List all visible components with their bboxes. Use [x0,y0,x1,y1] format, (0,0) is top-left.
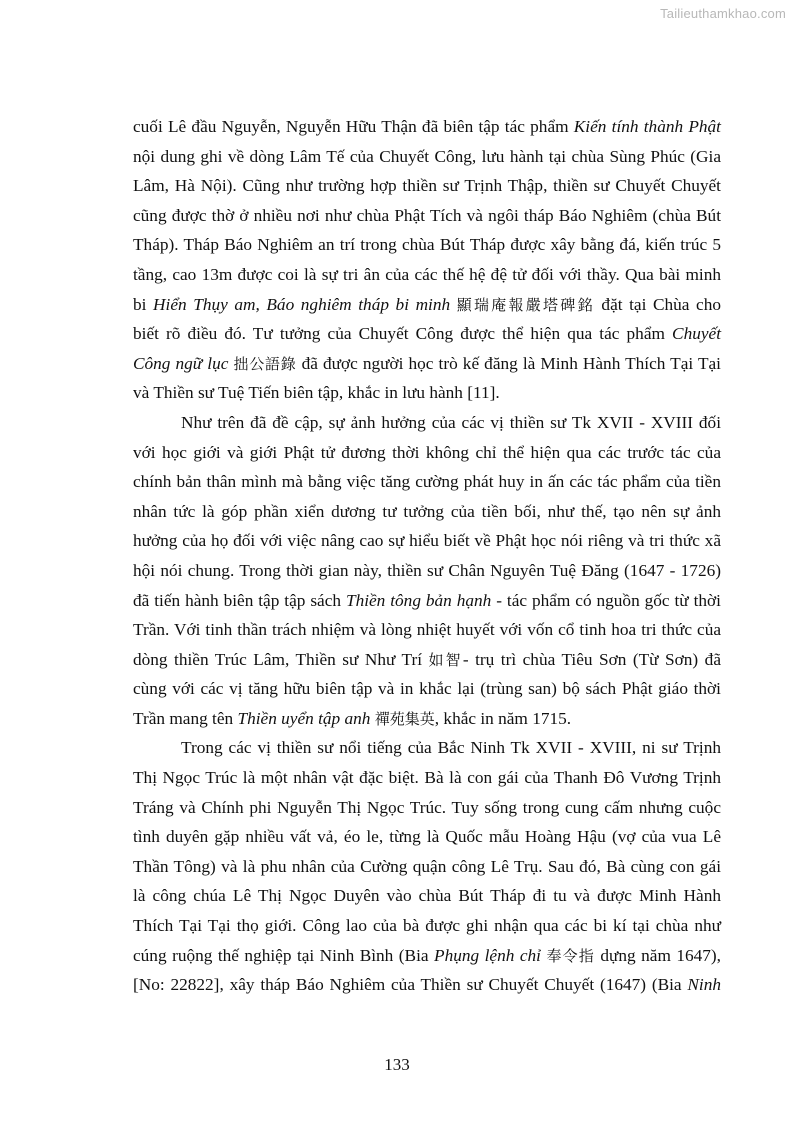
text-line [133,408,721,438]
text-run: tầng, cao 13m được coi là sự tri ân của các thế hệ đệ tử đối với thầy. Qua bài minh [133,264,721,284]
text-line [133,230,721,260]
paragraph [133,733,721,999]
han-characters: 奉令指 [546,946,595,965]
text-run: Lâm, Hà Nội). Cũng như trường hợp thiền sư Trịnh Thập, thiền sư Chuyết Chuyết [133,176,721,196]
text-run: cùng với các vị tăng hữu biên tập và in khắc lại (trùng san) bộ sách Phật giáo thời [133,679,721,699]
italic-title: Chuyết [672,324,721,344]
text-line [133,763,721,793]
italic-title: Công ngữ lục [133,353,229,373]
text-line [133,645,721,675]
text-line [133,526,721,556]
text-line [133,171,721,201]
text-run: tình duyên gặp nhiều vất vả, éo le, từng là Quốc mẫu Hoàng Hậu (vợ của vua Lê [133,827,721,847]
text-run [450,295,457,314]
han-characters: 顯瑞庵報嚴塔碑銘 [456,295,595,314]
text-run: bi [133,294,154,314]
han-characters: 禪苑集英 [374,709,435,728]
han-characters: 如智 [428,650,463,669]
text-line [133,586,721,616]
text-run: đã tiến hành biên tập tập sách [133,590,346,610]
italic-title: Hiển Thụy am, Báo nghiêm tháp bi minh [153,294,451,314]
text-line [133,852,721,882]
paragraph [133,112,721,408]
text-run: Trong các vị thiền sư nổi tiếng của Bắc Ninh Tk XVII - XVIII, ni sư Trịnh [181,738,721,758]
italic-title: Ninh [687,975,721,995]
text-run: biết rõ điều đó. Tư tưởng của Chuyết Công được thể hiện qua tác phẩm [133,324,673,344]
text-line [133,112,721,142]
text-run: nội dung ghi về dòng Lâm Tế của Chuyết Công, lưu hành tại chùa Sùng Phúc (Gia [133,146,721,166]
text-run: là công chúa Lê Thị Ngọc Duyên vào chùa Bút Tháp đi tu và được Minh Hành [133,886,721,906]
text-run: [No: 22822], xây tháp Báo Nghiêm của Thiền sư Chuyết Chuyết (1647) (Bia [133,975,688,995]
text-run: Trần. Với tinh thần trách nhiệm và lòng nhiệt huyết với vốn cổ tinh hoa tri thức của [133,620,721,640]
text-run: - trụ trì chùa Tiêu Sơn (Từ Sơn) đã [462,649,721,669]
text-line [133,142,721,172]
text-line [133,497,721,527]
text-run: dựng năm 1647), [594,945,721,965]
text-run: và Thiền sư Tuệ Tiến biên tập, khắc in lưu hành [11]. [133,383,500,403]
text-line [133,319,721,349]
text-line [133,941,721,971]
text-line [133,201,721,231]
text-run: Thích Tại Tại thọ giới. Công lao của bà được ghi nhận qua các bi kí tại chùa như [133,916,721,936]
site-watermark: Tailieuthamkhao.com [660,6,786,21]
text-run: hội nói chung. Trong thời gian này, thiền sư Chân Nguyên Tuệ Đăng (1647 - 1726) [133,560,721,580]
text-line [133,438,721,468]
han-characters: 拙公語錄 [233,354,297,373]
text-run: Thần Tông) và là phu nhân của Cường quận công Lê Trụ. Sau đó, Bà cùng con gái [133,856,721,876]
text-line [133,911,721,941]
text-line [133,674,721,704]
text-run: Như trên đã đề cập, sự ảnh hưởng của các vị thiền sư Tk XVII - XVIII đối [181,412,721,432]
text-run: đã được người học trò kế đăng là Minh Hành Thích Tại Tại [296,353,721,373]
italic-title: Phụng lệnh chỉ [434,945,541,965]
text-line [133,881,721,911]
italic-title: Thiền tông bản hạnh [345,590,492,610]
text-run: hưởng của họ đối với việc nâng cao sự hiểu biết về Phật học nói riêng và tri thức xã [133,531,721,551]
text-run: chính bản thân mình mà bằng việc tăng cường phát huy in ấn các tác phẩm của tiền [133,472,721,492]
text-run: nhân tức là góp phần xiển dương tư tưởng của tiền bối, như thế, tạo nên sự ảnh [133,501,721,521]
text-run: Thị Ngọc Trúc là một nhân vật đặc biệt. Bà là con gái của Thanh Đô Vương Trịnh [133,768,721,788]
text-line [133,467,721,497]
document-body [133,112,721,1000]
text-line [133,733,721,763]
text-run: Tráng và Chính phi Nguyễn Thị Ngọc Trúc. Tuy sống trong cung cấm nhưng cuộc [133,797,721,817]
text-run: , khắc in năm 1715. [434,708,572,728]
text-run: cuối Lê đầu Nguyễn, Nguyễn Hữu Thận đã biên tập tác phẩm [133,117,574,136]
text-run: - tác phẩm có nguồn gốc từ thời [491,590,721,610]
text-line [133,556,721,586]
text-line [133,378,721,408]
text-line [133,290,721,320]
text-line [133,822,721,852]
italic-title: Thiền uyển tập anh [237,708,371,728]
text-line [133,704,721,734]
text-run: cúng ruộng thế nghiệp tại Ninh Bình (Bia [133,945,435,965]
text-run: dòng thiền Trúc Lâm, Thiền sư Như Trí [133,649,429,669]
text-line [133,260,721,290]
text-run: cũng được thờ ở nhiều nơi như chùa Phật Tích và ngôi tháp Báo Nghiêm (chùa Bút [133,205,721,225]
italic-title: Kiến tính thành Phật [573,117,721,136]
text-line [133,615,721,645]
paragraph [133,408,721,734]
page-number: 133 [384,1055,410,1074]
text-line [133,970,721,1000]
text-run: đặt tại Chùa cho [594,294,721,314]
text-run: Trần mang tên [133,708,238,728]
text-line [133,349,721,379]
text-run: với học giới và giới Phật tử đương thời không chỉ thể hiện qua các trước tác của [133,442,721,462]
text-line [133,793,721,823]
text-run: Tháp). Tháp Báo Nghiêm an trí trong chùa Bút Tháp được xây bằng đá, kiến trúc 5 [133,235,721,255]
